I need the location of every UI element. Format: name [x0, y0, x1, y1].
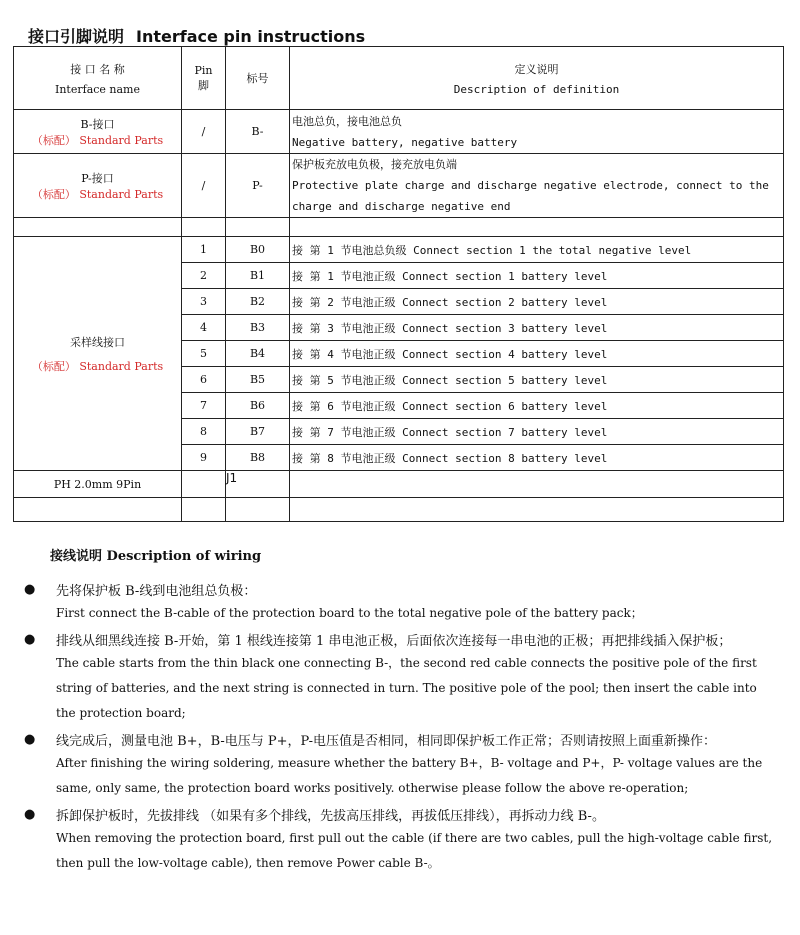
bullet-icon: ● — [24, 632, 36, 647]
standard-parts-label: （标配） Standard Parts — [31, 359, 164, 373]
table-row: 8 B7 接 第 7 节电池正级 Connect section 7 battery level — [14, 419, 784, 445]
table-row: 7 B6 接 第 6 节电池正级 Connect section 6 battery level — [14, 393, 784, 419]
b-pin-cell: / — [182, 110, 226, 154]
title-zh: 接口引脚说明 — [28, 27, 125, 46]
wiring-title: 接线说明 Description of wiring — [50, 549, 262, 564]
table-row-b — [14, 110, 784, 154]
wiring-instructions — [24, 582, 774, 882]
connector-label-cell — [226, 471, 290, 498]
pin-table — [13, 46, 784, 522]
sampling-interface-cell: 采样线接口 （标配） Standard Parts — [14, 237, 182, 471]
table-header-row — [14, 47, 784, 110]
table-row: 4 B3 接 第 3 节电池正级 Connect section 3 battery level — [14, 315, 784, 341]
standard-parts-label: （标配） Standard Parts — [31, 133, 164, 147]
header-pin: Pin 脚 — [182, 47, 226, 110]
p-interface-cell: P-接口 （标配） Standard Parts — [14, 154, 182, 218]
header-interface-name: 接 口 名 称 Interface name — [14, 47, 182, 110]
standard-parts-label: （标配） Standard Parts — [31, 187, 164, 201]
bullet-icon: ● — [24, 807, 36, 822]
table-row-p — [14, 154, 784, 218]
table-row: 2 B1 接 第 1 节电池正级 Connect section 1 battery level — [14, 263, 784, 289]
p-label-cell: P- — [226, 154, 290, 218]
p-pin-cell: / — [182, 154, 226, 218]
table-spacer-row — [14, 498, 784, 522]
connector-label: J1 — [226, 471, 238, 485]
connector-spec: PH 2.0mm 9Pin — [14, 471, 182, 498]
table-spacer-row — [14, 218, 784, 237]
header-definition: 定义说明 Description of definition — [290, 47, 784, 110]
p-definition-cell: 保护板充放电负极，接充放电负端 Protective plate charge and discharge negative electrode, connect to the charge and discharge negative end — [290, 154, 784, 218]
bullet-icon: ● — [24, 732, 36, 747]
page-title — [28, 24, 365, 47]
table-row: 采样线接口 （标配） Standard Parts 1 B0 接 第 1 节电池总负级 Connect section 1 the total negative level — [14, 237, 784, 263]
bullet-icon: ● — [24, 582, 36, 597]
list-item: ● 先将保护板 B-线到电池组总负极： First connect the B-cable of the protection board to the total negative pole of the battery pack； — [24, 582, 643, 620]
b-label-cell: B- — [226, 110, 290, 154]
header-label: 标号 — [226, 47, 290, 110]
table-row-connector — [14, 471, 784, 498]
table-row: 3 B2 接 第 2 节电池正级 Connect section 2 battery level — [14, 289, 784, 315]
table-row: 9 B8 接 第 8 节电池正级 Connect section 8 battery level — [14, 445, 784, 471]
b-definition-cell: 电池总负，接电池总负 Negative battery, negative battery — [290, 110, 784, 154]
title-en: Interface pin instructions — [136, 27, 366, 46]
list-item: ● 线完成后，测量电池 B+，B-电压与 P+，P-电压值是否相同，相同即保护板工作正常；否则请按照上面重新操作： After finishing the wiring soldering, measure whether the battery B+，B- voltage and P+，P- voltage values are the same, only same, the protection board works positively. otherwise please follow the above re-operation; — [24, 732, 763, 795]
list-item: ● 拆卸保护板时，先拔排线 （如果有多个排线，先拔高压排线，再拔低压排线），再拆动力线 B-。 When removing the protection board, first pull out the cable (if there are two cables, pull the high-voltage cable first, then pull the low-voltage cable), then remove Power cable B-。 — [24, 807, 773, 870]
list-item: ● 排线从细黑线连接 B-开始，第 1 根线连接第 1 串电池正极，后面依次连接每一串电池的正极；再把排线插入保护板； The cable starts from the thin black one connecting B-，the second red cable connects the positive pole of the first string of batteries, and the next string is connected in turn. The positive pole of the pool; then insert the cable into the protection board; — [24, 632, 757, 720]
b-interface-cell: B-接口 （标配） Standard Parts — [14, 110, 182, 154]
table-row: 6 B5 接 第 5 节电池正级 Connect section 5 battery level — [14, 367, 784, 393]
table-row: 5 B4 接 第 4 节电池正级 Connect section 4 battery level — [14, 341, 784, 367]
